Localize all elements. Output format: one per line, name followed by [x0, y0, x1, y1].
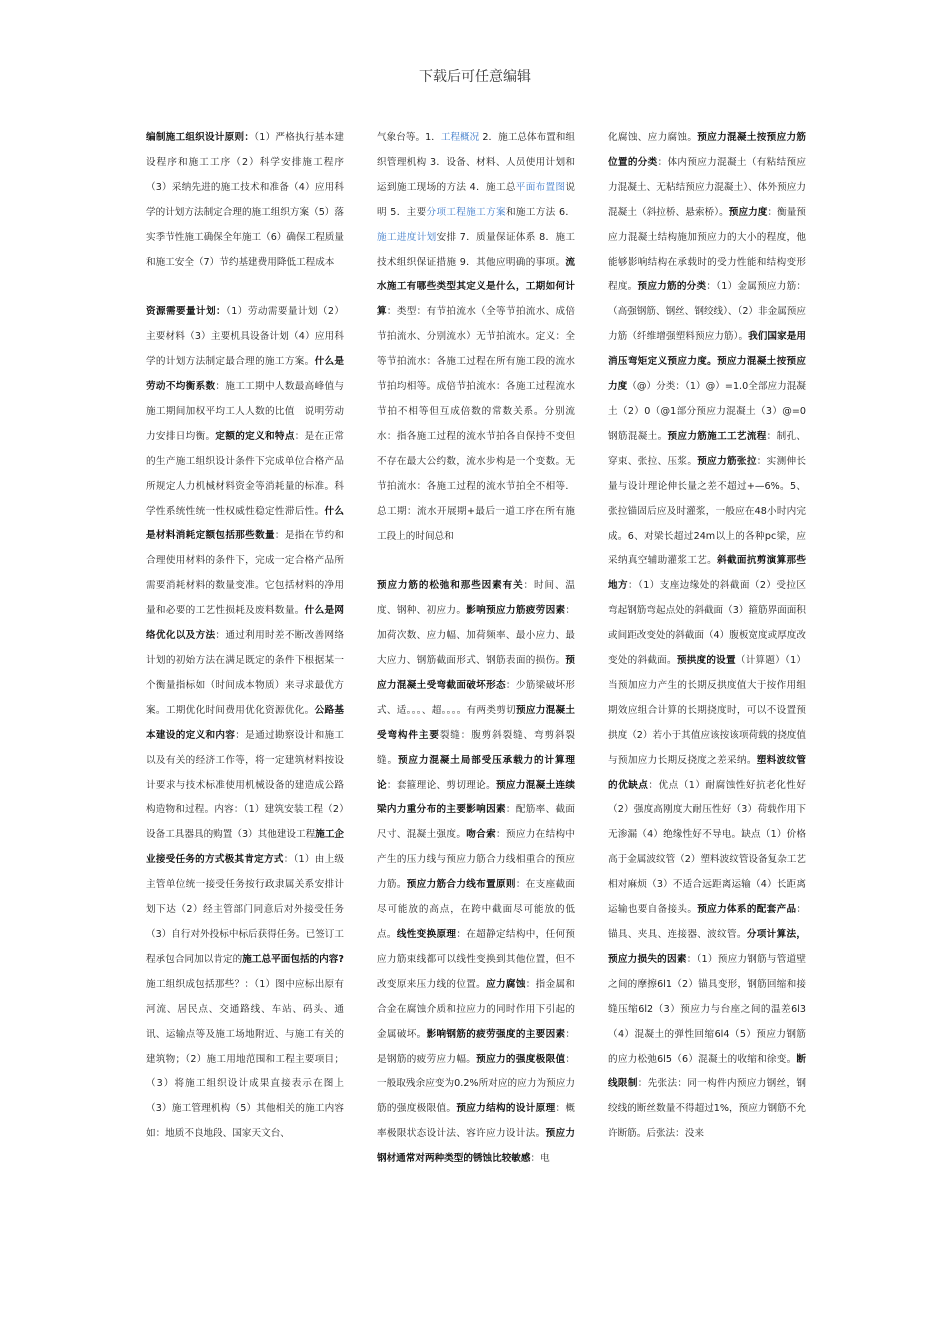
body-text: ：指金属和合金在腐蚀介质和拉应力的同时作用下引起的金属破坏。	[377, 978, 576, 1040]
body-text: ：加荷次数、应力幅、加荷频率、最小应力、最大应力、钢筋截面形式、钢筋表面的损伤。	[377, 605, 576, 667]
bold-term: 断线限制	[608, 1053, 806, 1090]
bold-term: 吻合索	[466, 829, 496, 841]
paragraph	[608, 126, 806, 1147]
bold-term: 施工企业接受任务的方式极其肯定方式	[146, 829, 345, 866]
text-column-left	[146, 126, 344, 1147]
bold-term: 定额的定义和特点	[215, 430, 295, 442]
bold-term: 预应力筋张拉	[697, 455, 757, 467]
body-text: ：套箍理论、剪切理论。	[386, 779, 496, 791]
body-text: ：施工工期中人数最高峰值与施工期间加权平均工人人数的比值 说明劳动力安排日均衡。	[146, 381, 345, 442]
bold-term: 什么是网络优化以及方法	[146, 605, 345, 642]
body-text: ：是在正常的生产施工组织设计条件下完成单位合格产品所规定人力机械材料资金等消耗量的标准。科学性系统性统一性权威性稳定性滞后性。	[146, 430, 345, 517]
bold-term: 影响钢筋的疲劳强度的主要因素	[426, 1028, 566, 1040]
link-text[interactable]: 工程概况	[440, 132, 480, 143]
bold-term: 斜截面抗剪演算那些地方	[608, 555, 807, 592]
body-text: ：配筋率、截面尺寸、混凝土强度。	[377, 804, 576, 841]
body-text: ：制孔、穿束、张拉、压浆。	[608, 430, 807, 467]
body-text: ：少筋梁破坏形式、适。。。、超。。。。有两类剪切	[377, 679, 576, 716]
paragraph	[146, 126, 344, 275]
body-text: ：预应力在结构中产生的压力线与预应力筋合力线相重合的预应力筋。	[377, 829, 576, 891]
bold-term: 预应力钢材通常对两种类型的锈蚀比较敏感	[377, 1128, 576, 1165]
body-text: ：体内预应力混凝土（有粘结预应力混凝土、无粘结预应力混凝土）、体外预应力混凝土（斜拉桥、悬索桥）。	[608, 156, 807, 218]
body-text: 和施工方法 6．	[505, 206, 576, 218]
bold-term: 线性变换原理	[396, 928, 457, 940]
body-text: ：在超静定结构中，任何预应力筋束线都可以线性变换到其他位置，但不改变原来压力线的位置。	[377, 928, 576, 990]
body-text: ：在支座截面尽可能放的高点，在跨中截面尽可能放的低点。	[377, 879, 576, 940]
body-text: （@）分类：（1）@）=1.0全部应力混凝土（2）0（@1部分预应力混凝土（3）@=0钢筋混凝土。	[608, 381, 806, 442]
body-text: ：概率极限状态设计法、容许应力设计法。	[377, 1103, 576, 1140]
bold-term: 预拱度的设置	[676, 655, 736, 667]
bold-term: 预应力度	[728, 206, 768, 218]
body-text: ：（1）预应力钢筋与管道壁之间的摩擦6l1（2）锚具变形，钢筋回缩和接缝压缩6l2（3）预应力与台座之间的温差6l3（4）混凝土的弹性回缩6l4（5）预应力钢筋的应力松弛6l5（6）混凝土的收缩和徐变。	[608, 953, 807, 1065]
body-text: ：是通过勘察设计和施工以及有关的经济工作等，将一定建筑材料按设计要求与技术标准使用机械设备的建造成公路构造物和过程。内容：（1）建筑安装工程（2）设备工具器具的购置（3）其他建设工程	[146, 729, 345, 841]
bold-term: 预应力筋合力线布置原则	[406, 879, 516, 891]
bold-term: 预应力结构的设计原理	[456, 1103, 556, 1115]
bold-term: 什么是劳动不均衡系数	[146, 356, 345, 393]
body-text: ：时间、温度、钢种、初应力。	[377, 580, 576, 617]
bold-term: 预应力混凝土局部受压承载力的计算理论	[377, 754, 576, 791]
body-text: （1）劳动需要量计划（2）主要材料（3）主要机具设备计划（4）应用科学的计划方法制定最合理的施工方案。	[146, 306, 344, 368]
body-text: 裂缝：腹剪斜裂缝、弯剪斜裂缝。	[377, 729, 576, 766]
bold-term: 预应力混凝土连续梁内力重分布的主要影响因素	[377, 779, 576, 816]
body-text: ：是指在节约和合理使用材料的条件下，完成一定合格产品所需要消耗材料的数量变准。它包括材料的净用量和必要的工艺性损耗及废料数量。	[146, 530, 345, 617]
bold-term: 分项计算法，预应力损失的因素	[608, 929, 807, 965]
bold-term: 塑料波纹管的优缺点	[608, 754, 807, 791]
body-text: 说明 5．主要	[377, 181, 575, 218]
body-text: ：实测伸长量与设计理论伸长量之差不超过+—6%。5、张拉锚固后应及时灌浆，一般应在48小时内完成。6、对梁长超过24m以上的各种pc梁，应采纳真空辅助灌浆工艺。	[608, 455, 807, 567]
body-text: （1）严格执行基本建设程序和施工工序（2）科学安排施工程序（3）采纳先进的施工技术和准备（4）应用科学的计划方法制定合理的施工组织方案（5）落实季节性施工确保全年施工（6）确保工程质量和施工安全（7）节约基建费用降低工程成本	[146, 132, 345, 268]
link-text[interactable]: 施工进度计划	[377, 231, 437, 243]
link-text[interactable]: 分项工程施工方案	[426, 206, 506, 218]
bold-term: 施工总平面包括的内容?	[242, 953, 344, 965]
bold-term: 预应力混凝土按预应力筋位置的分类	[608, 132, 807, 168]
paragraph	[377, 574, 575, 1172]
bold-term: 预应力筋的分类	[637, 281, 707, 293]
bold-term: 预应力混凝土受弯截面破坏形态	[377, 655, 575, 691]
bold-term: 编制施工组织设计原则：	[146, 132, 255, 143]
body-text: ：电	[530, 1153, 550, 1165]
bold-term: 什么是材料消耗定额包括那些数量	[146, 505, 345, 542]
body-text: 气象台等。1．	[377, 132, 441, 143]
body-text: ：（1）由上级主管单位统一接受任务按行政隶属关系安排计划下达（2）经主管部门同意后对外接受任务（3）自行对外投标中标后获得任务。已签订工程承包合同加以肯定的	[146, 854, 344, 965]
bold-term: 预应力的强度极限值	[476, 1053, 566, 1065]
body-text: ：先张法：同一构件内预应力钢丝，钢绞线的断丝数量不得超过1%，预应力钢筋不允许断筋。后张法：没来	[608, 1078, 807, 1140]
bold-term: 应力腐蚀	[486, 978, 526, 990]
page-header: 下载后可任意编辑	[419, 69, 531, 85]
bold-term: 预应力混凝土受弯构件主要	[377, 704, 576, 741]
body-text: ：（1）支座边缘处的斜截面（2）受拉区弯起钢筋弯起点处的斜截面（3）箍筋界面面积或间距改变处的斜截面（4）腹板宽度或厚度改变处的斜截面。	[608, 580, 806, 667]
body-text: （计算题）（1）当预加应力产生的长期反拱度值大于按作用组期效应组合计算的长期挠度时，可以不设置预拱度（2）若小于其值应该按该项荷载的挠度值与预加应力长期反挠度之差采纳。	[608, 655, 807, 766]
body-text: ：优点（1）耐腐蚀性好抗老化性好（2）强度高刚度大耐压性好（3）荷载作用下无渗漏（4）绝缘性好不导电。缺点（1）价格高于金属波纹管（2）塑料波纹管设备复杂工艺相对麻烦（3）不适合远距离运输（4）长距离运输也要自备接头。	[608, 779, 807, 916]
body-text: 施工组织成包括那些？：（1）图中应标出原有河流、居民点、交通路线、车站、码头、通讯、运输点等及施工场地附近、与施工有关的建筑物；（2）施工用地范围和工程主要项目；（3）将施工组织设计成果直接表示在图上（3）施工管理机构（5）其他相关的施工内容如：地质不良地段、国家天文台、	[146, 978, 344, 1140]
body-text: ：通过利用时差不断改善网络计划的初始方法在满足既定的条件下根据某一个衡量指标如（时间成本物质）来寻求最优方案。工期优化时间费用优化资源优化。	[146, 630, 345, 716]
bold-term: 预应力筋施工工艺流程	[667, 430, 767, 442]
body-text: ：锚具、夹具、连接器、波纹管。	[608, 904, 807, 940]
bold-term: 流水施工有哪些类型其定义是什么，工期如何计算	[377, 256, 575, 318]
bold-term: 公路基本建设的定义和内容	[146, 704, 345, 741]
link-text[interactable]: 平面布置图	[515, 181, 566, 193]
bold-term: 资源需要量计划：	[146, 306, 227, 318]
body-text: ：一般取残余应变为0.2%所对应的应力为预应力筋的强度极限值。	[377, 1053, 576, 1115]
text-column-right	[608, 126, 806, 1147]
body-text: ：（1）金属预应力筋：（高强钢筋、钢丝、钢绞线）、（2）非金属预应力筋（纤维增强塑料预应力筋）。	[608, 281, 807, 343]
body-text: ：衡量预应力混凝土结构施加预应力的大小的程度，他能够影响结构在承载时的受力性能和结构变形程度。	[608, 206, 807, 293]
paragraph	[146, 300, 344, 1147]
body-text: 化腐蚀、应力腐蚀。	[608, 132, 698, 143]
body-text: ：是钢筋的疲劳应力幅。	[377, 1028, 576, 1065]
bold-term: 预应力筋的松弛和那些因素有关	[377, 580, 524, 592]
bold-term: 影响预应力筋疲劳因素	[466, 605, 566, 617]
bold-term: 我们国家是用消压弯矩定义预应力度。预应力混凝土按预应力度	[608, 331, 807, 393]
body-text: ：类型：有节拍流水（全等节拍流水、成倍节拍流水、分别流水）无节拍流水。定义：全等节拍流水：各施工过程在所有施工段的流水节拍均相等。成倍节拍流水：各施工过程流水节拍不相等但互成倍数的常数关系。分别流水：指各施工过程的流水节拍各自保持不变但不存在最大公约数，流水步构是一个变数。无节拍流水：各施工过程的流水节拍全不相等．总工期：流水开展期+最后一道工序在所有施工段上的时间总和	[377, 306, 576, 542]
text-column-middle	[377, 126, 575, 1172]
body-text: 2．施工总体布置和组织管理机构 3．设备、材料、人员使用计划和运到施工现场的方法 4．施工总	[377, 132, 576, 193]
body-text: 安排 7．质量保证体系 8．施工技术组织保证措施 9．其他应明确的事项。	[377, 231, 575, 268]
bold-term: 预应力体系的配套产品	[697, 904, 797, 916]
paragraph	[377, 126, 575, 549]
